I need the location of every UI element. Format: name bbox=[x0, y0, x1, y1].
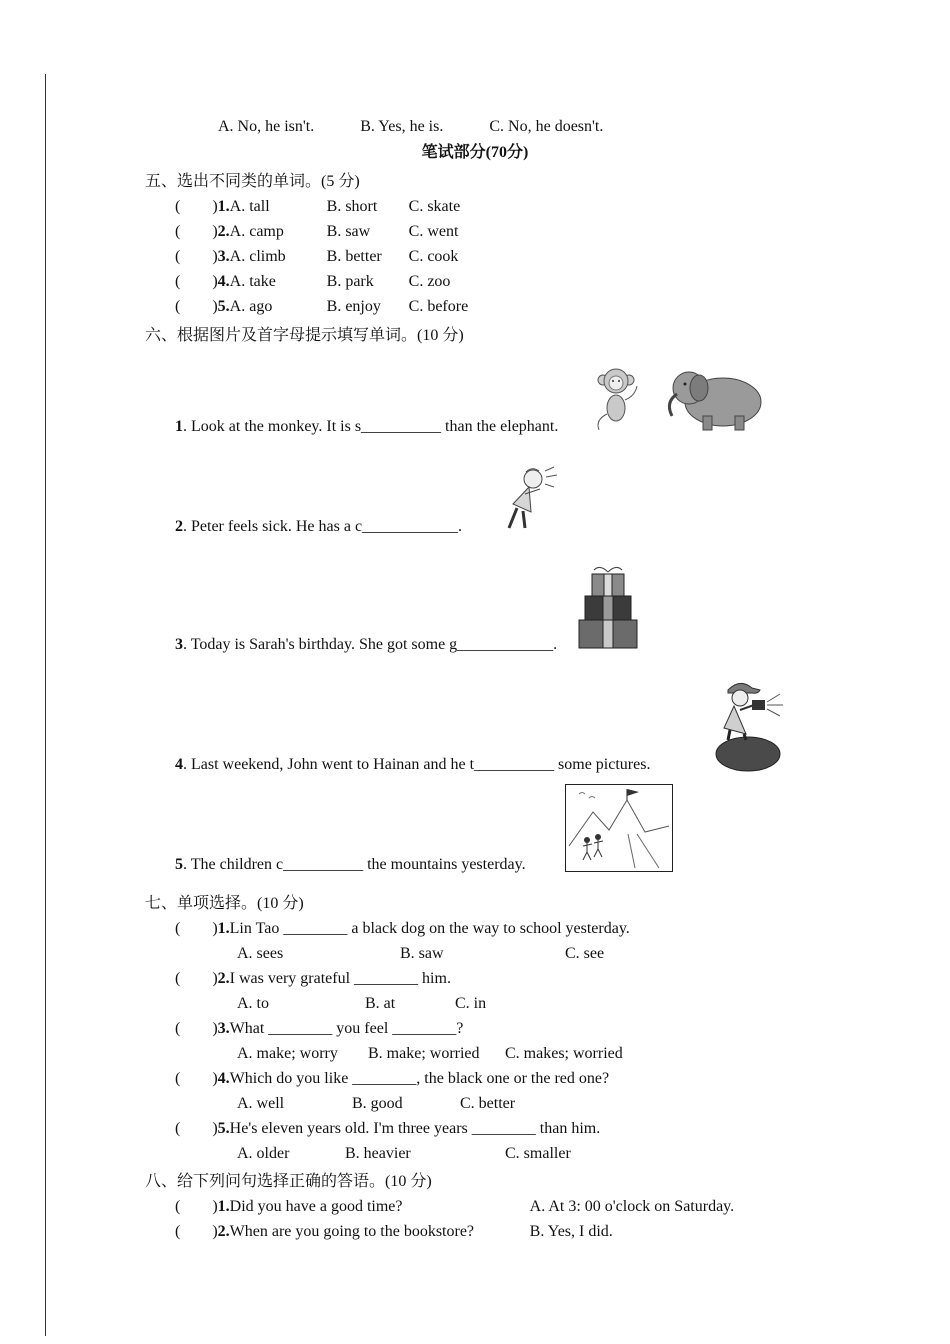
s5-row-2 bbox=[175, 219, 950, 244]
option-a: A. tall bbox=[229, 198, 270, 215]
s7-question-5 bbox=[175, 1116, 950, 1141]
option-b: B. saw bbox=[400, 945, 444, 962]
option-c: C. makes; worried bbox=[505, 1045, 623, 1062]
question-text: What ________ you feel ________? bbox=[229, 1020, 464, 1037]
option-a: A. older bbox=[237, 1145, 290, 1162]
option-c: C. see bbox=[565, 945, 605, 962]
s7-options-2 bbox=[237, 991, 950, 1016]
fill-in-sentence bbox=[175, 518, 462, 536]
option-b: B. short bbox=[326, 198, 378, 215]
sentence-text: . The children c__________ the mountains yesterday. bbox=[183, 856, 526, 873]
section7-title: 七、单项选择。(10 分) bbox=[145, 895, 304, 912]
item-number: 2. bbox=[217, 223, 230, 240]
option-c: C. before bbox=[408, 298, 469, 315]
answer-blank-parentheses: ( ) bbox=[175, 920, 218, 937]
answer-blank-parentheses: ( ) bbox=[175, 198, 218, 215]
question-text: Did you have a good time? bbox=[229, 1198, 403, 1215]
option-c: C. went bbox=[408, 223, 459, 240]
item-number: 5. bbox=[217, 298, 230, 315]
s7-options-3 bbox=[237, 1041, 950, 1066]
answer-option: B. Yes, I did. bbox=[529, 1223, 613, 1240]
s7-question-2 bbox=[175, 966, 950, 991]
s6-item-2 bbox=[175, 464, 950, 538]
question-text: I was very grateful ________ him. bbox=[229, 970, 451, 987]
s6-item-1 bbox=[175, 354, 950, 438]
item-number: 1. bbox=[217, 198, 230, 215]
option-c: C. zoo bbox=[408, 273, 451, 290]
s8-row-1 bbox=[175, 1194, 950, 1219]
fill-in-sentence bbox=[175, 418, 558, 436]
item-number: 1. bbox=[217, 920, 230, 937]
option-c: C. in bbox=[455, 995, 487, 1012]
answer-blank-parentheses: ( ) bbox=[175, 248, 218, 265]
answer-blank-parentheses: ( ) bbox=[175, 1070, 218, 1087]
question-text: Which do you like ________, the black one or the red one? bbox=[229, 1070, 610, 1087]
section8-title: 八、给下列问句选择正确的答语。(10 分) bbox=[145, 1173, 432, 1190]
option-b: B. enjoy bbox=[326, 298, 381, 315]
option-a: A. ago bbox=[229, 298, 273, 315]
item-number: 2 bbox=[175, 518, 183, 535]
section6-title: 六、根据图片及首字母提示填写单词。(10 分) bbox=[145, 327, 464, 344]
option-b: B. at bbox=[365, 995, 396, 1012]
s5-row-3 bbox=[175, 244, 950, 269]
option-c: C. skate bbox=[408, 198, 461, 215]
item-number: 1. bbox=[217, 1198, 230, 1215]
written-part-title: 笔试部分(70分) bbox=[421, 144, 529, 161]
item-number: 4. bbox=[217, 1070, 230, 1087]
option-a: A. make; worry bbox=[237, 1045, 338, 1062]
item-number: 5 bbox=[175, 856, 183, 873]
option-c: C. better bbox=[460, 1095, 516, 1112]
s5-row-5 bbox=[175, 294, 950, 319]
sentence-text: . Today is Sarah's birthday. She got some g____________. bbox=[183, 636, 558, 653]
option-a: A. well bbox=[237, 1095, 285, 1112]
answer-blank-parentheses: ( ) bbox=[175, 1120, 218, 1137]
s8-row-2 bbox=[175, 1219, 950, 1244]
s7-question-1 bbox=[175, 916, 950, 941]
item-number: 1 bbox=[175, 418, 183, 435]
option-a: A. take bbox=[229, 273, 276, 290]
gifts-image bbox=[575, 562, 641, 652]
option-a: A. camp bbox=[229, 223, 284, 240]
item-number: 3. bbox=[217, 248, 230, 265]
s7-options-4 bbox=[237, 1091, 950, 1116]
s7-options-1 bbox=[237, 941, 950, 966]
monkey-elephant-image bbox=[585, 354, 770, 434]
answer-blank-parentheses: ( ) bbox=[175, 1198, 218, 1215]
s5-row-4 bbox=[175, 269, 950, 294]
option-b: B. better bbox=[326, 248, 382, 265]
sentence-text: . Last weekend, John went to Hainan and he t__________ some pictures. bbox=[183, 756, 651, 773]
option-a: A. to bbox=[237, 995, 269, 1012]
question-text: He's eleven years old. I'm three years ________ than him. bbox=[229, 1120, 601, 1137]
section5-title: 五、选出不同类的单词。(5 分) bbox=[145, 173, 360, 190]
answer-blank-parentheses: ( ) bbox=[175, 1223, 218, 1240]
fill-in-sentence bbox=[175, 636, 557, 654]
s6-item-3 bbox=[175, 562, 950, 656]
mountain-climbing-image bbox=[565, 784, 673, 872]
option-a: A. climb bbox=[229, 248, 286, 265]
option-b: B. saw bbox=[326, 223, 371, 240]
s6-item-4 bbox=[175, 676, 950, 776]
option-b: B. heavier bbox=[345, 1145, 411, 1162]
item-number: 2. bbox=[217, 970, 230, 987]
item-number: 4. bbox=[217, 273, 230, 290]
option-b: B. Yes, he is. bbox=[360, 118, 444, 135]
s6-item-5 bbox=[175, 784, 950, 876]
fill-in-sentence bbox=[175, 856, 526, 874]
option-b: B. park bbox=[326, 273, 374, 290]
s7-question-4 bbox=[175, 1066, 950, 1091]
item-number: 4 bbox=[175, 756, 183, 773]
fill-in-sentence bbox=[175, 756, 650, 774]
option-b: B. make; worried bbox=[368, 1045, 480, 1062]
answer-blank-parentheses: ( ) bbox=[175, 273, 218, 290]
item-number: 5. bbox=[217, 1120, 230, 1137]
option-c: C. smaller bbox=[505, 1145, 571, 1162]
exam-content bbox=[0, 118, 950, 1244]
photographer-image bbox=[700, 676, 792, 774]
option-b: B. good bbox=[352, 1095, 403, 1112]
option-c: C. cook bbox=[408, 248, 459, 265]
answer-blank-parentheses: ( ) bbox=[175, 298, 218, 315]
s5-row-1 bbox=[175, 194, 950, 219]
previous-question-options bbox=[218, 118, 950, 136]
answer-blank-parentheses: ( ) bbox=[175, 970, 218, 987]
option-a: A. sees bbox=[237, 945, 284, 962]
sentence-text: . Look at the monkey. It is s__________ than the elephant. bbox=[183, 418, 559, 435]
answer-blank-parentheses: ( ) bbox=[175, 223, 218, 240]
question-text: When are you going to the bookstore? bbox=[229, 1223, 475, 1240]
answer-blank-parentheses: ( ) bbox=[175, 1020, 218, 1037]
answer-option: A. At 3: 00 o'clock on Saturday. bbox=[529, 1198, 735, 1215]
sick-boy-image bbox=[485, 464, 559, 534]
option-c: C. No, he doesn't. bbox=[489, 118, 604, 135]
question-text: Lin Tao ________ a black dog on the way to school yesterday. bbox=[229, 920, 630, 937]
item-number: 2. bbox=[217, 1223, 230, 1240]
option-a: A. No, he isn't. bbox=[218, 118, 315, 135]
s7-question-3 bbox=[175, 1016, 950, 1041]
sentence-text: . Peter feels sick. He has a c____________. bbox=[183, 518, 463, 535]
item-number: 3. bbox=[217, 1020, 230, 1037]
s7-options-5 bbox=[237, 1141, 950, 1166]
item-number: 3 bbox=[175, 636, 183, 653]
